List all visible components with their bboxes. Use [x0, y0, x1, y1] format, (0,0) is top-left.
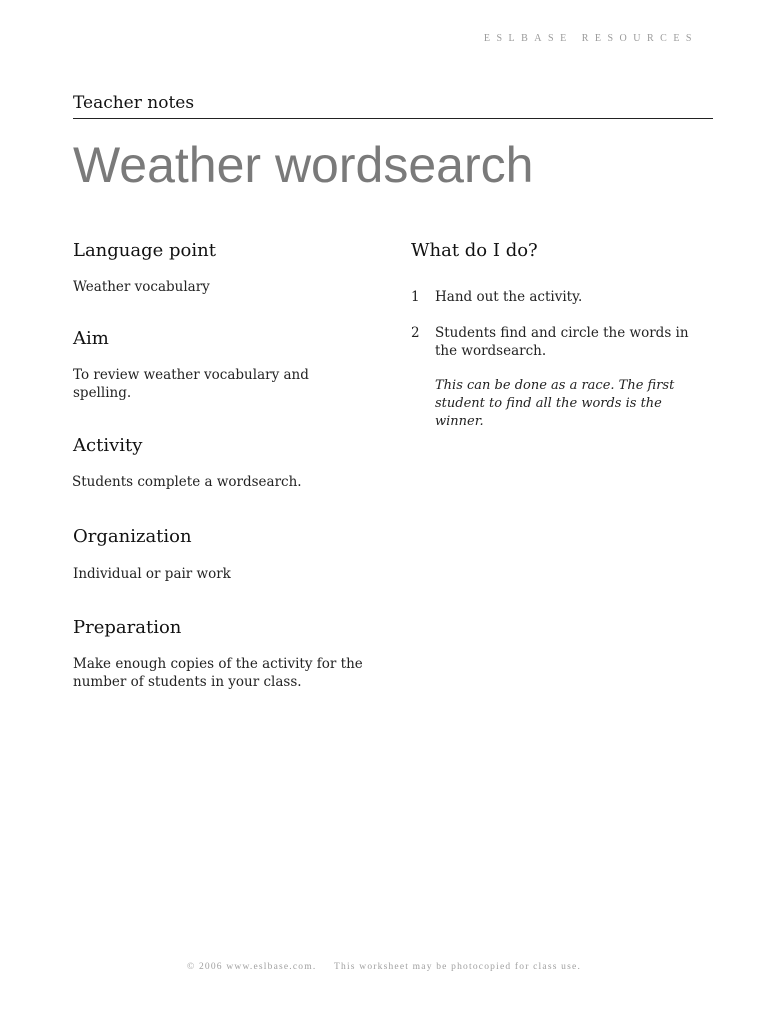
section-preparation — [73, 615, 373, 691]
step-text: Hand out the activity. — [435, 289, 583, 305]
step-text: Students find and circle the words in the wordsearch. — [435, 325, 689, 359]
section-activity — [73, 433, 373, 491]
step-item — [411, 288, 711, 306]
section-aim — [73, 326, 373, 402]
step-number: 1 — [411, 289, 420, 305]
language-point-heading: Language point — [73, 240, 216, 261]
what-do-i-do-heading: What do I do? — [411, 240, 538, 261]
page-title: Weather wordsearch — [73, 137, 534, 193]
footer-copyright: © 2006 www.eslbase.com. — [186, 962, 317, 972]
footer-permission: This worksheet may be photocopied for class use. — [334, 962, 582, 972]
preparation-heading: Preparation — [73, 617, 182, 638]
steps-list — [411, 288, 711, 360]
left-column — [73, 238, 373, 691]
section-organization — [73, 524, 373, 583]
language-point-body: Weather vocabulary — [73, 279, 210, 295]
aim-heading: Aim — [73, 328, 109, 349]
right-column — [411, 238, 711, 431]
organization-body: Individual or pair work — [73, 566, 231, 582]
brand-header: ESLBASE RESOURCES — [483, 33, 698, 44]
activity-body: Students complete a wordsearch. — [72, 474, 302, 490]
activity-heading: Activity — [73, 435, 143, 456]
teacher-notes-label: Teacher notes — [73, 93, 195, 113]
header-divider — [73, 118, 713, 119]
preparation-body: Make enough copies of the activity for the number of students in your class. — [73, 656, 363, 690]
section-language-point — [73, 238, 373, 296]
step-item — [411, 324, 711, 360]
organization-heading: Organization — [73, 526, 192, 547]
race-note: This can be done as a race. The first student to find all the words is the winner. — [435, 378, 675, 429]
aim-body: To review weather vocabulary and spelling. — [73, 367, 309, 401]
step-number: 2 — [411, 325, 420, 341]
page-footer — [0, 962, 768, 972]
